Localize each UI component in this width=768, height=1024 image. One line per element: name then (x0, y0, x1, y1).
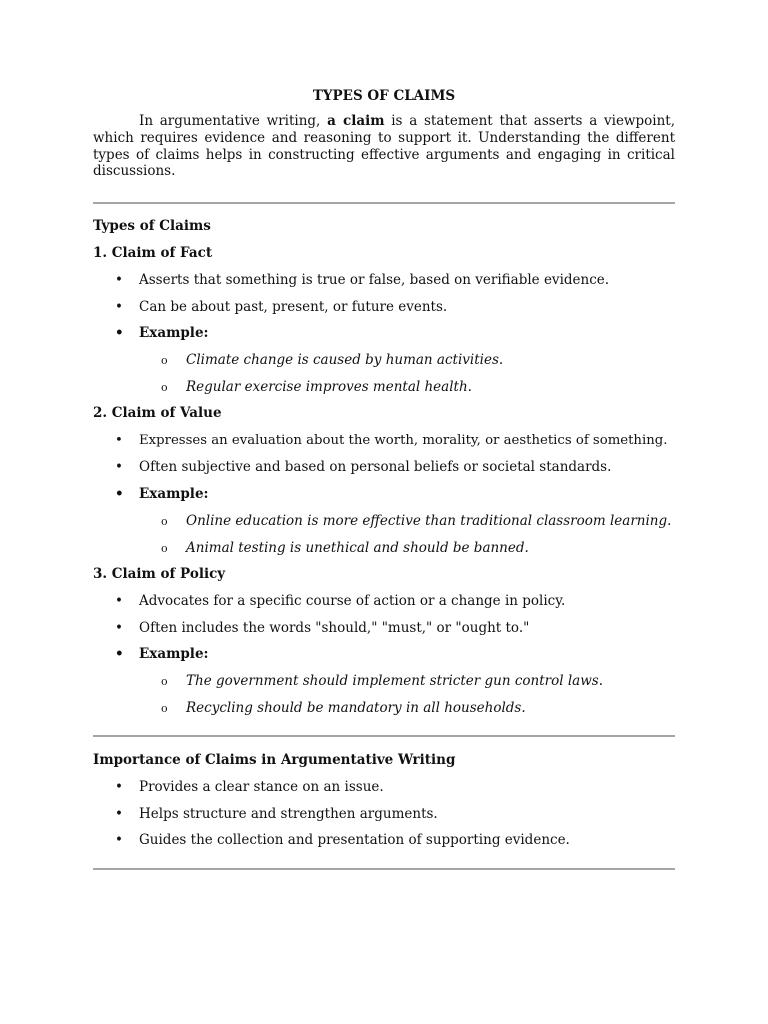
claim-heading-value: 2. Claim of Value (93, 405, 222, 421)
bullet-text: Asserts that something is true or false, based on verifiable evidence. (139, 272, 610, 288)
divider-rule (93, 735, 675, 737)
example-item (161, 351, 504, 369)
bullet-glyph: • (115, 272, 123, 288)
claim-heading-policy: 3. Claim of Policy (93, 566, 226, 582)
divider-rule (93, 202, 675, 204)
bullet-item (115, 778, 384, 796)
bullet-text: Expresses an evaluation about the worth, morality, or aesthetics of something. (139, 433, 668, 448)
example-text: Regular exercise improves mental health. (186, 379, 472, 395)
example-text: Online education is more effective than traditional classroom learning. (186, 513, 672, 529)
bullet-glyph: • (115, 806, 123, 822)
bullet-text: Helps structure and strengthen arguments. (139, 806, 438, 822)
sub-bullet-glyph: o (161, 354, 168, 367)
example-label-text: Example: (139, 325, 209, 341)
bullet-text: Advocates for a specific course of action or a change in policy. (139, 593, 566, 609)
example-text: The government should implement stricter gun control laws. (186, 673, 603, 689)
example-item (161, 699, 526, 717)
bullet-item (115, 592, 566, 610)
example-item (161, 512, 672, 530)
sub-bullet-glyph: o (161, 381, 168, 394)
bullet-text: Often includes the words "should," "must," or "ought to." (139, 620, 530, 636)
example-label-text: Example: (139, 646, 209, 662)
bullet-glyph: • (115, 486, 124, 502)
bullet-item (115, 831, 570, 849)
bullet-item (115, 298, 448, 316)
intro-text-start: In argumentative writing, (139, 113, 328, 129)
intro-text-end: is a statement that asserts a viewpoint, which requires evidence and reasoning to support it. Understanding the different types of claims helps in constructing effective arguments and engaging in critical discussions. (93, 113, 675, 180)
bullet-glyph: • (115, 459, 123, 475)
divider-rule (93, 868, 675, 870)
example-text: Animal testing is unethical and should be banned. (186, 540, 529, 556)
intro-bold-term: a claim (327, 113, 385, 129)
example-text: Recycling should be mandatory in all households. (186, 700, 526, 716)
example-label-text: Example: (139, 486, 209, 502)
bullet-glyph: • (115, 433, 123, 448)
sub-bullet-glyph: o (161, 515, 168, 528)
sub-bullet-glyph: o (161, 542, 168, 555)
bullet-glyph: • (115, 593, 123, 609)
bullet-glyph: • (115, 299, 123, 315)
bullet-text: Can be about past, present, or future events. (139, 299, 448, 315)
intro-paragraph (93, 113, 675, 180)
example-item (161, 539, 529, 557)
sub-bullet-glyph: o (161, 675, 168, 688)
bullet-text: Often subjective and based on personal beliefs or societal standards. (139, 459, 612, 475)
bullet-glyph: • (115, 620, 123, 636)
importance-heading: Importance of Claims in Argumentative Writing (93, 752, 456, 768)
bullet-text: Guides the collection and presentation of supporting evidence. (139, 832, 570, 848)
bullet-item (115, 432, 668, 450)
page-title: TYPES OF CLAIMS (312, 88, 456, 104)
example-label (115, 645, 209, 663)
section-heading: Types of Claims (93, 218, 211, 234)
claim-heading-fact: 1. Claim of Fact (93, 245, 213, 261)
example-label (115, 324, 209, 342)
example-item (161, 378, 472, 396)
bullet-item (115, 619, 530, 637)
bullet-item (115, 458, 612, 476)
bullet-glyph: • (115, 779, 123, 795)
bullet-glyph: • (115, 325, 124, 341)
bullet-glyph: • (115, 646, 124, 662)
example-item (161, 672, 603, 690)
bullet-item (115, 805, 438, 823)
example-label (115, 485, 209, 503)
bullet-item (115, 271, 610, 289)
example-text: Climate change is caused by human activities. (186, 352, 504, 368)
bullet-glyph: • (115, 832, 123, 848)
sub-bullet-glyph: o (161, 702, 168, 715)
bullet-text: Provides a clear stance on an issue. (139, 779, 384, 795)
